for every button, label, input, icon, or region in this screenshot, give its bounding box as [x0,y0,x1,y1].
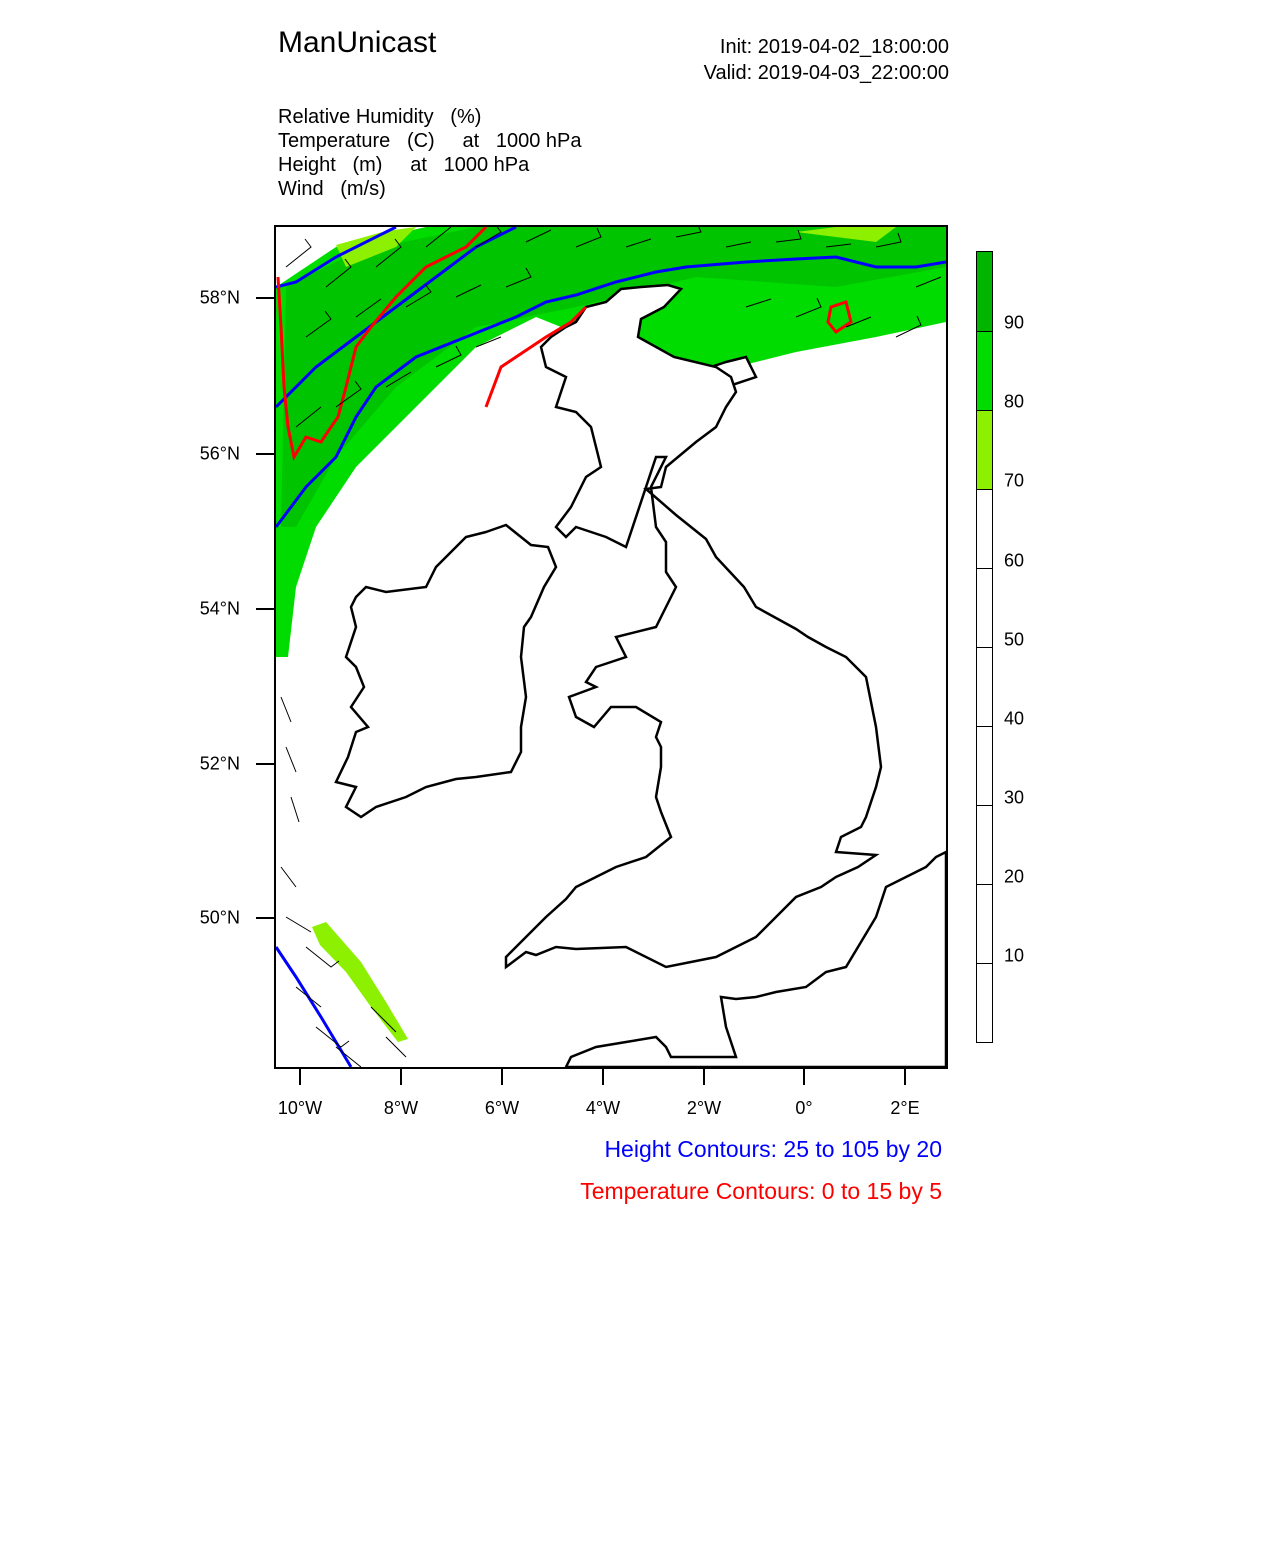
field-rh-unit: (%) [450,106,482,128]
cb-seg-3 [977,489,992,568]
cb-seg-4 [977,568,992,647]
field-temp-level: 1000 hPa [495,130,582,152]
cb-seg-9 [977,963,992,1042]
cb-label-60: 60 [1004,550,1025,571]
cb-label-70: 70 [1004,470,1025,491]
cb-label-50: 50 [1004,629,1025,650]
field-rh-name: Relative Humidity [278,106,434,128]
lat-label-50: 50°N [199,907,240,928]
field-temp-at: at [462,130,480,152]
coast-gb [506,285,881,967]
lat-tick-50 [256,917,274,919]
field-height-name: Height [278,154,336,176]
field-wind [278,177,582,201]
cb-label-90: 90 [1004,312,1025,333]
lon-label-2e: 2°E [890,1098,920,1118]
cb-seg-1 [977,331,992,410]
lat-tick-54 [256,608,274,610]
lat-label-54: 54°N [199,598,240,619]
lat-label-56: 56°N [199,443,240,464]
field-height-unit: (m) [352,154,383,176]
lat-tick-58 [256,297,274,299]
cb-label-10: 10 [1004,945,1025,966]
lat-label-52: 52°N [199,753,240,774]
valid-time: Valid: 2019-04-03_22:00:00 [703,62,949,84]
field-wind-name: Wind [278,178,324,200]
lon-tick-6w [501,1069,503,1085]
field-height [278,153,582,177]
lon-tick-2w [703,1069,705,1085]
lon-tick-8w [400,1069,402,1085]
height-contour-note: Height Contours: 25 to 105 by 20 [604,1136,942,1162]
lon-label-8w: 8°W [383,1098,419,1118]
field-height-at: at [410,154,427,176]
cb-label-40: 40 [1004,708,1025,729]
cb-seg-6 [977,726,992,805]
field-wind-unit: (m/s) [340,178,386,200]
lon-tick-2e [904,1069,906,1085]
lon-label-6w: 6°W [484,1098,520,1118]
cb-label-80: 80 [1004,391,1025,412]
field-height-level: 1000 hPa [443,154,530,176]
field-temp-name: Temperature [278,130,391,152]
init-valid-block [704,34,949,86]
field-list [278,105,582,201]
lon-label-0: 0° [795,1098,813,1118]
lat-label-58: 58°N [199,287,240,308]
lat-tick-56 [256,453,274,455]
cb-label-20: 20 [1004,866,1025,887]
cb-label-30: 30 [1004,787,1025,808]
chart-title: ManUnicast [278,26,437,59]
lon-tick-10w [299,1069,301,1085]
field-temp-unit: (C) [406,130,435,152]
cb-seg-2 [977,410,992,489]
lon-tick-4w [602,1069,604,1085]
lon-label-2w: 2°W [686,1098,722,1118]
temperature-contour-note: Temperature Contours: 0 to 15 by 5 [580,1178,942,1204]
cb-seg-8 [977,884,992,963]
lon-label-10w: 10°W [277,1098,323,1118]
lat-tick-52 [256,763,274,765]
coast-ireland [336,525,556,817]
init-time: Init: 2019-04-02_18:00:00 [719,36,949,58]
cb-seg-7 [977,805,992,884]
lon-label-4w: 4°W [585,1098,621,1118]
cb-seg-0 [977,252,992,331]
lon-tick-0 [803,1069,805,1085]
rh-colorbar [976,251,993,1043]
cb-seg-5 [977,647,992,726]
field-temp [278,129,582,153]
map-panel [274,225,948,1069]
map-svg [276,227,946,1067]
field-rh [278,105,582,129]
